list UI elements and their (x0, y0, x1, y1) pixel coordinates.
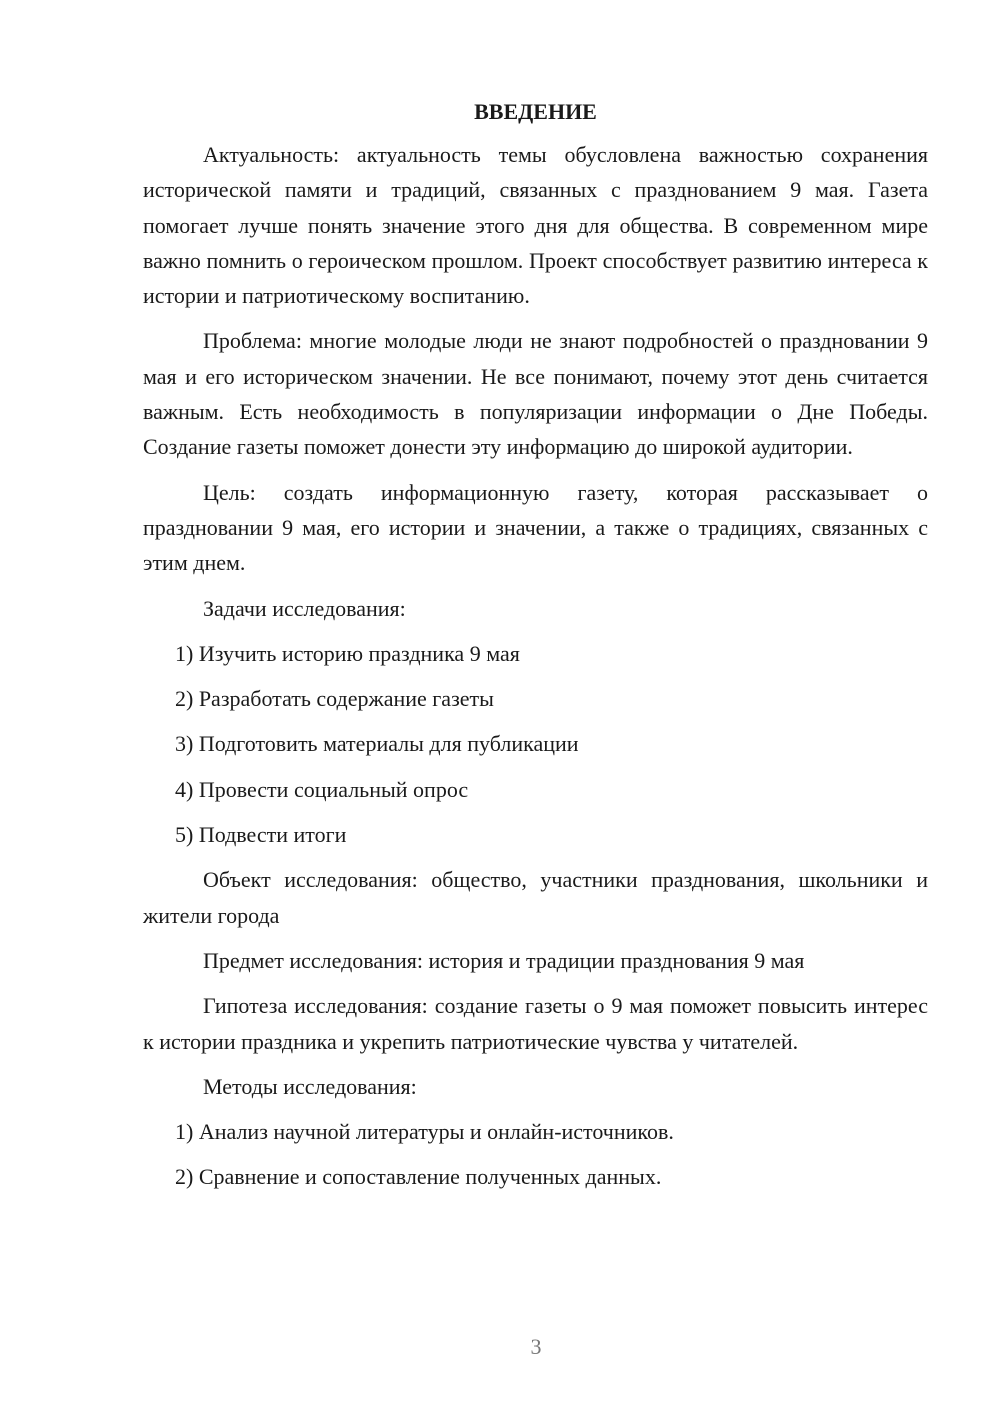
task-item: 4) Провести социальный опрос (175, 776, 469, 802)
goal-paragraph: Цель: создать информационную газету, которая рассказывает о праздновании 9 мая, его истории и значении, а также о традициях, связанных с этим днем. (143, 479, 928, 576)
problem-paragraph: Проблема: многие молодые люди не знают подробностей о праздновании 9 мая и его историческом значении. Не все понимают, почему этот день считается важным. Есть необходимость в популяризации информации о Дне Победы. Создание газеты поможет донести эту информацию до широкой аудитории. (143, 328, 928, 460)
section-title: ВВЕДЕНИЕ (474, 99, 597, 124)
task-item: 3) Подготовить материалы для публикации (175, 731, 579, 757)
relevance-paragraph: Актуальность: актуальность темы обусловлена важностью сохранения исторической памяти и традиций, связанных с празднованием 9 мая. Газета помогает лучше понять значение этого дня для общества. В современном мире важно помнить о героическом прошлом. Проект способствует развитию интереса к истории и патриотическому воспитанию. (143, 142, 928, 309)
method-item: 2) Сравнение и сопоставление полученных данных. (175, 1164, 662, 1190)
task-item: 2) Разработать содержание газеты (175, 686, 494, 712)
page-content (143, 94, 928, 1205)
object-paragraph: Объект исследования: общество, участники празднования, школьники и жители города (143, 867, 928, 928)
methods-heading: Методы исследования: (203, 1073, 417, 1099)
page-number: 3 (530, 1334, 542, 1359)
task-item: 5) Подвести итоги (175, 822, 347, 848)
hypothesis-paragraph: Гипотеза исследования: создание газеты о 9 мая поможет повысить интерес к истории праздника и укрепить патриотические чувства у читателей. (143, 993, 928, 1054)
subject-paragraph: Предмет исследования: история и традиции празднования 9 мая (203, 947, 805, 973)
tasks-heading: Задачи исследования: (203, 595, 406, 621)
task-item: 1) Изучить историю праздника 9 мая (175, 640, 520, 666)
method-item: 1) Анализ научной литературы и онлайн-источников. (175, 1119, 674, 1145)
